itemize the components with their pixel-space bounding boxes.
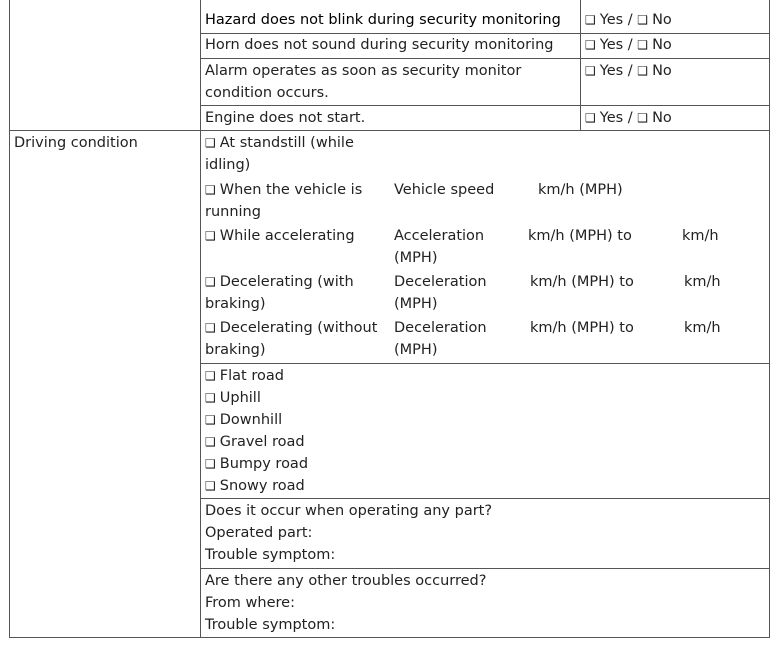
road-downhill[interactable]: ❑ Downhill	[205, 412, 283, 428]
acceleration-unit-end: km/h	[682, 228, 719, 244]
state-decel-no-braking[interactable]: ❑ Decelerating (without	[205, 320, 378, 336]
acceleration-label: Acceleration	[394, 228, 485, 244]
deceleration-unit-end: km/h	[684, 274, 721, 290]
state-decel-braking-cont: braking)	[205, 296, 266, 312]
row-divider	[9, 130, 770, 131]
state-standstill[interactable]: ❑ At standstill (while	[205, 135, 354, 151]
checkbox-icon[interactable]: ❑	[637, 111, 649, 125]
checkbox-icon[interactable]: ❑	[205, 229, 216, 243]
vehicle-speed-label: Vehicle speed	[394, 182, 495, 198]
driving-condition-label: Driving condition	[14, 135, 138, 151]
checkbox-icon[interactable]: ❑	[585, 13, 596, 27]
checkbox-icon[interactable]: ❑	[205, 321, 216, 335]
checkbox-icon[interactable]: ❑	[205, 136, 216, 150]
table-right-border	[769, 0, 770, 638]
answer-column-divider	[580, 0, 581, 131]
checkbox-icon[interactable]: ❑	[205, 457, 216, 471]
checkbox-icon[interactable]: ❑	[205, 479, 216, 493]
row-divider	[200, 363, 770, 364]
deceleration-label-cont: (MPH)	[394, 296, 438, 312]
acceleration-unit: km/h (MPH) to	[528, 228, 632, 244]
row-divider	[200, 498, 770, 499]
checkbox-icon[interactable]: ❑	[205, 369, 216, 383]
deceleration-label: Deceleration	[394, 320, 487, 336]
table-left-border	[9, 0, 10, 638]
table-bottom-border	[9, 637, 770, 638]
checkbox-icon[interactable]: ❑	[205, 183, 216, 197]
part-question: Does it occur when operating any part?	[205, 503, 493, 519]
trouble-symptom-label: Trouble symptom:	[205, 617, 336, 633]
checkbox-icon[interactable]: ❑	[205, 275, 216, 289]
checkbox-icon[interactable]: ❑	[637, 64, 649, 78]
checkbox-icon[interactable]: ❑	[585, 111, 596, 125]
checkbox-icon[interactable]: ❑	[205, 391, 216, 405]
checkbox-icon[interactable]: ❑	[205, 435, 216, 449]
row-divider	[200, 105, 770, 106]
security-row-engine: Engine does not start.	[205, 110, 366, 126]
operated-part-label: Operated part:	[205, 525, 313, 541]
state-accelerating[interactable]: ❑ While accelerating	[205, 228, 355, 244]
deceleration-unit-end: km/h	[684, 320, 721, 336]
deceleration-label: Deceleration	[394, 274, 487, 290]
road-uphill[interactable]: ❑ Uphill	[205, 390, 261, 406]
row-divider	[200, 58, 770, 59]
checkbox-icon[interactable]: ❑	[585, 38, 596, 52]
column-divider	[200, 0, 201, 638]
yes-no-answer[interactable]: ❑ Yes / ❑ No	[585, 37, 672, 53]
checkbox-icon[interactable]: ❑	[637, 38, 649, 52]
deceleration-unit: km/h (MPH) to	[530, 320, 634, 336]
checkbox-icon[interactable]: ❑	[637, 13, 649, 27]
checkbox-icon[interactable]: ❑	[585, 64, 596, 78]
trouble-symptom-label: Trouble symptom:	[205, 547, 336, 563]
road-gravel[interactable]: ❑ Gravel road	[205, 434, 305, 450]
state-decel-braking[interactable]: ❑ Decelerating (with	[205, 274, 354, 290]
yes-no-answer[interactable]: ❑ Yes / ❑ No	[585, 12, 672, 28]
state-decel-no-braking-cont: braking)	[205, 342, 266, 358]
yes-no-answer[interactable]: ❑ Yes / ❑ No	[585, 63, 672, 79]
yes-no-answer[interactable]: ❑ Yes / ❑ No	[585, 110, 672, 126]
security-row-alarm: Alarm operates as soon as security monitor	[205, 63, 522, 79]
checkbox-icon[interactable]: ❑	[205, 413, 216, 427]
security-row-horn: Horn does not sound during security monitoring	[205, 37, 554, 53]
state-running-cont: running	[205, 204, 261, 220]
road-snowy[interactable]: ❑ Snowy road	[205, 478, 305, 494]
speed-unit: km/h (MPH)	[538, 182, 623, 198]
deceleration-label-cont: (MPH)	[394, 342, 438, 358]
road-flat[interactable]: ❑ Flat road	[205, 368, 284, 384]
acceleration-label-cont: (MPH)	[394, 250, 438, 266]
security-row-hazard: Hazard does not blink during security monitoring	[205, 12, 561, 28]
row-divider	[200, 568, 770, 569]
deceleration-unit: km/h (MPH) to	[530, 274, 634, 290]
state-standstill-cont: idling)	[205, 157, 251, 173]
other-troubles-question: Are there any other troubles occurred?	[205, 573, 487, 589]
state-running[interactable]: ❑ When the vehicle is	[205, 182, 363, 198]
road-bumpy[interactable]: ❑ Bumpy road	[205, 456, 309, 472]
from-where-label: From where:	[205, 595, 295, 611]
security-row-alarm-cont: condition occurs.	[205, 85, 329, 101]
